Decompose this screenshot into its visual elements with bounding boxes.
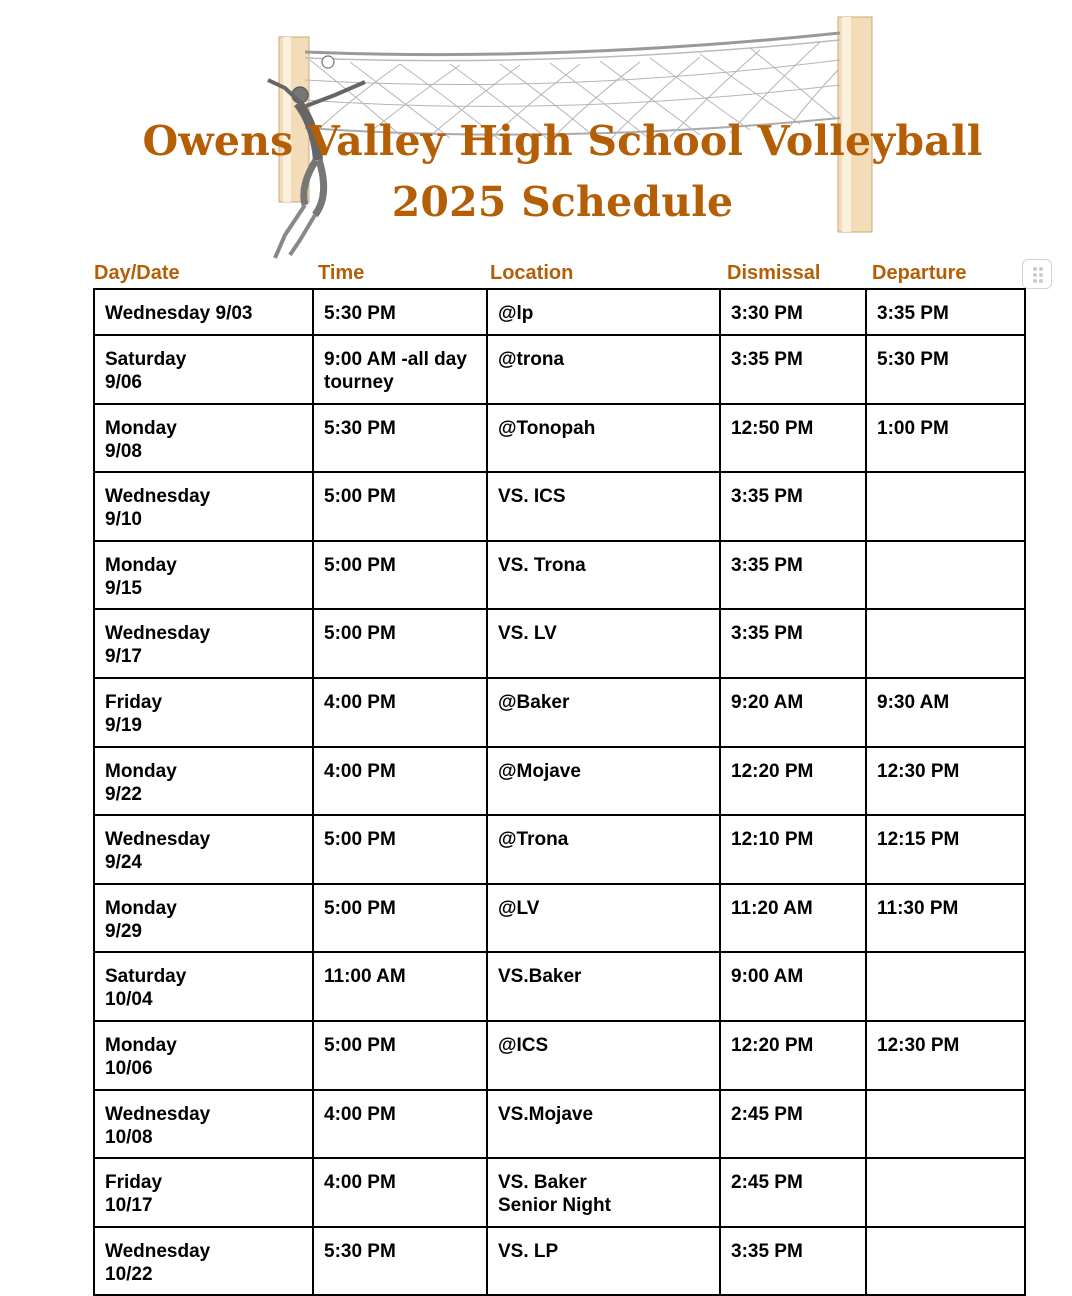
cell-departure: 3:35 PM bbox=[866, 289, 1025, 335]
table-row bbox=[94, 952, 1025, 1021]
cell-day: Saturday 10/04 bbox=[94, 952, 313, 1021]
column-headers bbox=[0, 262, 1072, 288]
schedule-table bbox=[93, 288, 1026, 1296]
cell-dismissal: 12:20 PM bbox=[720, 1021, 866, 1090]
cell-dismissal: 3:35 PM bbox=[720, 472, 866, 541]
cell-day: Friday 9/19 bbox=[94, 678, 313, 747]
cell-time: 4:00 PM bbox=[313, 1158, 487, 1227]
drag-handle-icon[interactable] bbox=[1022, 259, 1052, 289]
cell-departure bbox=[866, 541, 1025, 610]
cell-dismissal: 3:35 PM bbox=[720, 335, 866, 404]
cell-day: Wednesday 10/08 bbox=[94, 1090, 313, 1159]
table-row bbox=[94, 404, 1025, 473]
table-row bbox=[94, 815, 1025, 884]
header-time: Time bbox=[318, 262, 365, 284]
page-title: Owens Valley High School Volleyball bbox=[142, 117, 983, 165]
cell-time: 5:00 PM bbox=[313, 472, 487, 541]
cell-location: VS. Trona bbox=[487, 541, 720, 610]
page-subtitle: 2025 Schedule bbox=[391, 178, 734, 226]
cell-departure bbox=[866, 1227, 1025, 1296]
cell-location: @Tonopah bbox=[487, 404, 720, 473]
cell-location: @Baker bbox=[487, 678, 720, 747]
cell-day: Wednesday 9/03 bbox=[94, 289, 313, 335]
cell-time: 11:00 AM bbox=[313, 952, 487, 1021]
cell-location: @LV bbox=[487, 884, 720, 953]
cell-time: 4:00 PM bbox=[313, 678, 487, 747]
cell-location: VS. Baker Senior Night bbox=[487, 1158, 720, 1227]
cell-departure: 1:00 PM bbox=[866, 404, 1025, 473]
cell-day: Wednesday 10/22 bbox=[94, 1227, 313, 1296]
cell-dismissal: 9:20 AM bbox=[720, 678, 866, 747]
cell-day: Monday 9/22 bbox=[94, 747, 313, 816]
cell-departure: 12:30 PM bbox=[866, 1021, 1025, 1090]
table-row bbox=[94, 747, 1025, 816]
cell-time: 5:00 PM bbox=[313, 541, 487, 610]
cell-dismissal: 3:30 PM bbox=[720, 289, 866, 335]
table-row bbox=[94, 609, 1025, 678]
cell-departure bbox=[866, 472, 1025, 541]
cell-day: Wednesday 9/17 bbox=[94, 609, 313, 678]
cell-time: 5:30 PM bbox=[313, 404, 487, 473]
cell-location: VS. LV bbox=[487, 609, 720, 678]
table-row bbox=[94, 472, 1025, 541]
cell-location: @Trona bbox=[487, 815, 720, 884]
schedule-body bbox=[94, 289, 1025, 1295]
cell-departure bbox=[866, 952, 1025, 1021]
cell-day: Monday 9/15 bbox=[94, 541, 313, 610]
header-illustration bbox=[0, 0, 1072, 270]
cell-time: 9:00 AM -all day tourney bbox=[313, 335, 487, 404]
cell-time: 5:30 PM bbox=[313, 289, 487, 335]
table-row bbox=[94, 1090, 1025, 1159]
cell-day: Friday 10/17 bbox=[94, 1158, 313, 1227]
table-row bbox=[94, 289, 1025, 335]
cell-dismissal: 9:00 AM bbox=[720, 952, 866, 1021]
cell-location: @Mojave bbox=[487, 747, 720, 816]
cell-location: VS. ICS bbox=[487, 472, 720, 541]
cell-day: Saturday 9/06 bbox=[94, 335, 313, 404]
cell-departure bbox=[866, 609, 1025, 678]
cell-location: VS. LP bbox=[487, 1227, 720, 1296]
cell-departure bbox=[866, 1090, 1025, 1159]
table-row bbox=[94, 1158, 1025, 1227]
cell-time: 4:00 PM bbox=[313, 747, 487, 816]
cell-location: VS.Baker bbox=[487, 952, 720, 1021]
header-location: Location bbox=[490, 262, 574, 284]
cell-dismissal: 2:45 PM bbox=[720, 1158, 866, 1227]
cell-departure bbox=[866, 1158, 1025, 1227]
cell-departure: 9:30 AM bbox=[866, 678, 1025, 747]
cell-dismissal: 12:20 PM bbox=[720, 747, 866, 816]
cell-departure: 12:15 PM bbox=[866, 815, 1025, 884]
cell-location: @trona bbox=[487, 335, 720, 404]
header-day-date: Day/Date bbox=[94, 262, 180, 284]
cell-day: Monday 9/08 bbox=[94, 404, 313, 473]
header-dismissal: Dismissal bbox=[727, 262, 821, 284]
cell-dismissal: 3:35 PM bbox=[720, 609, 866, 678]
cell-day: Wednesday 9/10 bbox=[94, 472, 313, 541]
cell-day: Monday 9/29 bbox=[94, 884, 313, 953]
table-row bbox=[94, 335, 1025, 404]
cell-dismissal: 12:10 PM bbox=[720, 815, 866, 884]
header-departure: Departure bbox=[872, 262, 967, 284]
cell-dismissal: 3:35 PM bbox=[720, 541, 866, 610]
cell-time: 5:00 PM bbox=[313, 1021, 487, 1090]
cell-departure: 12:30 PM bbox=[866, 747, 1025, 816]
cell-dismissal: 12:50 PM bbox=[720, 404, 866, 473]
table-row bbox=[94, 1227, 1025, 1296]
cell-location: @lp bbox=[487, 289, 720, 335]
cell-dismissal: 2:45 PM bbox=[720, 1090, 866, 1159]
table-row bbox=[94, 884, 1025, 953]
cell-location: @ICS bbox=[487, 1021, 720, 1090]
cell-location: VS.Mojave bbox=[487, 1090, 720, 1159]
cell-departure: 5:30 PM bbox=[866, 335, 1025, 404]
cell-day: Wednesday 9/24 bbox=[94, 815, 313, 884]
cell-dismissal: 11:20 AM bbox=[720, 884, 866, 953]
table-row bbox=[94, 678, 1025, 747]
cell-day: Monday 10/06 bbox=[94, 1021, 313, 1090]
cell-time: 5:00 PM bbox=[313, 815, 487, 884]
cell-time: 4:00 PM bbox=[313, 1090, 487, 1159]
cell-time: 5:00 PM bbox=[313, 884, 487, 953]
cell-time: 5:30 PM bbox=[313, 1227, 487, 1296]
cell-departure: 11:30 PM bbox=[866, 884, 1025, 953]
cell-time: 5:00 PM bbox=[313, 609, 487, 678]
table-row bbox=[94, 1021, 1025, 1090]
table-row bbox=[94, 541, 1025, 610]
cell-dismissal: 3:35 PM bbox=[720, 1227, 866, 1296]
